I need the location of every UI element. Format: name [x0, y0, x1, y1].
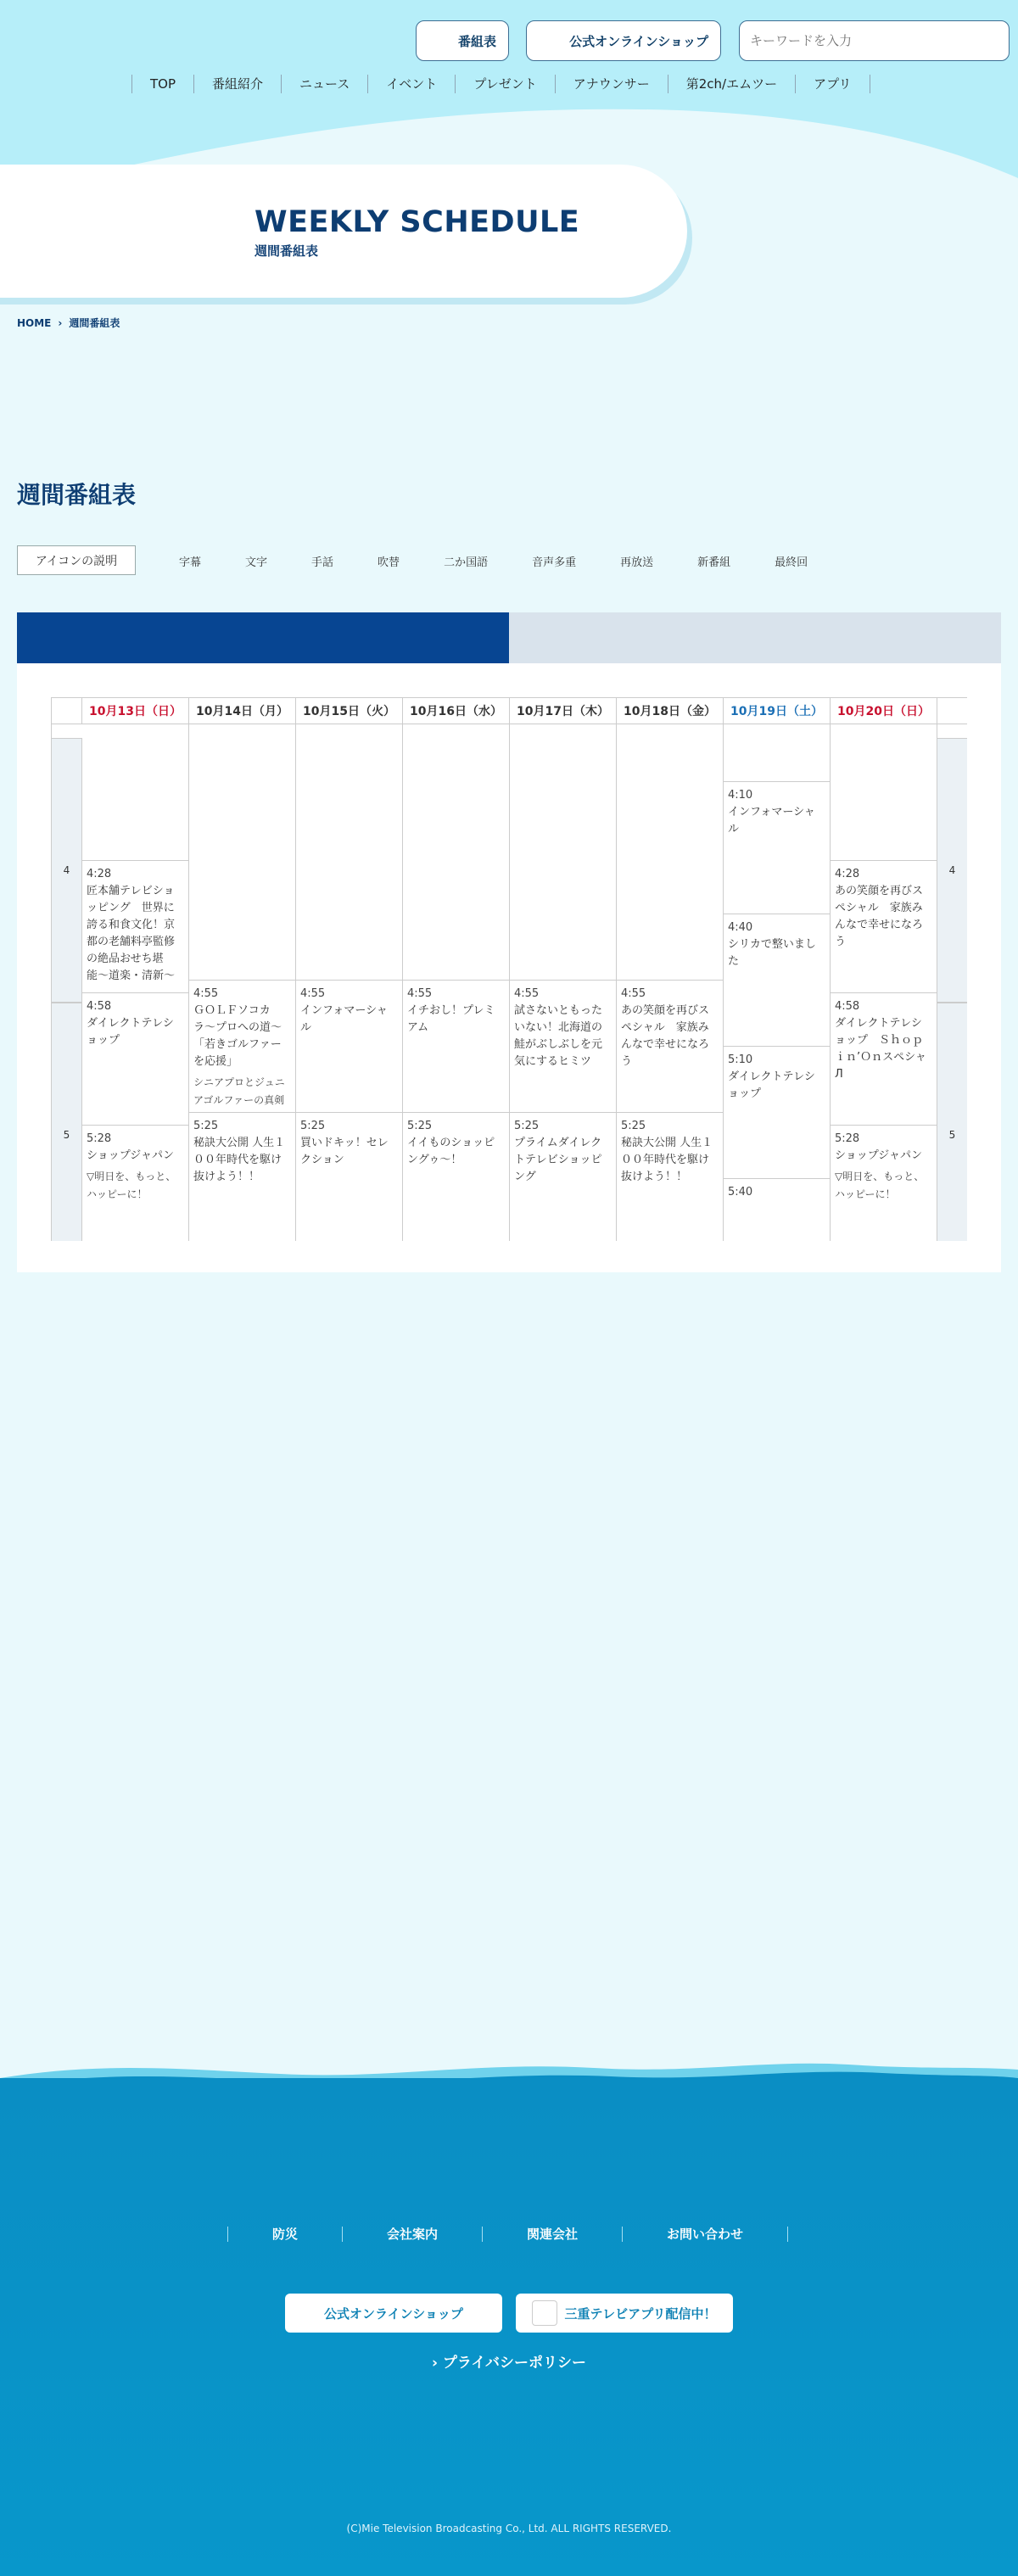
program-cell[interactable]: [296, 1113, 403, 1241]
program-time: 4:10: [728, 788, 753, 802]
empty-slot: [296, 724, 403, 981]
section-title: 週間番組表: [17, 481, 137, 509]
program-cell[interactable]: [724, 1047, 831, 1179]
program-time: 5:28: [835, 1132, 860, 1146]
empty-slot: [831, 724, 937, 861]
program-title: ショップジャパン: [835, 1149, 922, 1163]
program-title: 秘訣大公開 人生１００年時代を駆け抜けよう！！: [621, 1136, 713, 1183]
program-time: 5:25: [407, 1119, 433, 1132]
program-description: シニアプロとジュニアゴルファーの真剣: [193, 1076, 285, 1106]
footer-app-button[interactable]: [516, 2294, 733, 2333]
day-header: [82, 697, 189, 724]
hour-label-text: 5: [63, 1128, 70, 1141]
day-header: [403, 697, 510, 724]
footer: [0, 2078, 1018, 2576]
nav-programs[interactable]: 番組紹介: [193, 75, 281, 93]
page-title-ja: 週間番組表: [255, 243, 319, 259]
breadcrumb-current: 週間番組表: [69, 317, 120, 329]
breadcrumb-home[interactable]: HOME: [17, 316, 52, 329]
grid-corner: [937, 697, 967, 724]
program-cell[interactable]: [403, 981, 510, 1113]
program-cell[interactable]: [296, 981, 403, 1113]
program-time: 5:25: [514, 1119, 540, 1132]
program-guide-button[interactable]: [416, 20, 509, 61]
program-time: 4:28: [835, 868, 860, 881]
legend-sign-language: 手話: [311, 556, 334, 569]
nav-events[interactable]: イベント: [367, 75, 455, 93]
footer-link-contact[interactable]: お問い合わせ: [622, 2227, 788, 2242]
program-cell[interactable]: [189, 1113, 296, 1241]
footer-shop-button[interactable]: [285, 2294, 502, 2333]
legend-bilingual: 二か国語: [444, 556, 489, 569]
footer-shop-label: 公式オンラインショップ: [324, 2305, 463, 2322]
hour-label-text: 5: [948, 1128, 956, 1141]
program-cell[interactable]: [510, 981, 617, 1113]
breadcrumb: [17, 316, 120, 330]
hour-label: [937, 1003, 967, 1241]
program-title: 秘訣大公開 人生１００年時代を駆け抜けよう！！: [193, 1136, 286, 1183]
day-header-label: 10月16日（水）: [410, 705, 502, 718]
footer-link-disaster[interactable]: 防災: [227, 2227, 342, 2242]
page-title-en: WEEKLY SCHEDULE: [255, 205, 580, 239]
program-description: ▽明日を、もっと、ハッピーに！: [835, 1171, 925, 1201]
program-guide-label: 番組表: [457, 33, 496, 49]
empty-slot: [617, 724, 724, 981]
footer-link-affiliates[interactable]: 関連会社: [482, 2227, 622, 2242]
search-input[interactable]: [739, 20, 1010, 61]
nav-announcers[interactable]: アナウンサー: [555, 75, 668, 93]
program-title: ダイレクトテレショップ: [87, 1017, 174, 1048]
program-cell[interactable]: [189, 981, 296, 1113]
program-title: ＧＯＬＦソコカラ〜プロへの道〜「若きゴルファーを応援」: [193, 1003, 282, 1068]
hour-label: [937, 738, 967, 1003]
tab-main-channel[interactable]: [17, 612, 509, 663]
program-time: 4:58: [835, 1000, 860, 1014]
day-header-label: 10月19日（土）: [730, 705, 823, 718]
day-header-label: 10月14日（月）: [196, 705, 288, 718]
nav-presents[interactable]: プレゼント: [455, 75, 554, 93]
channel-tabs: [17, 612, 1001, 663]
empty-slot: [82, 724, 189, 861]
footer-link-company[interactable]: 会社案内: [342, 2227, 482, 2242]
program-cell[interactable]: [724, 914, 831, 1047]
program-time: 5:40: [728, 1185, 753, 1199]
hour-label: [52, 738, 82, 1003]
tab-second-channel[interactable]: [509, 612, 1001, 663]
empty-slot: [189, 724, 296, 981]
program-cell[interactable]: [510, 1113, 617, 1241]
legend-subtitle: 字幕: [179, 556, 202, 569]
grid-corner: [52, 697, 82, 724]
program-title: インフォマーシャル: [300, 1003, 388, 1034]
copyright: (C)Mie Television Broadcasting Co., Ltd. ALL RIGHTS RESERVED.: [346, 2523, 672, 2534]
empty-slot: [403, 724, 510, 981]
legend-new: 新番組: [697, 556, 731, 569]
nav-2ch[interactable]: 第2ch/エムツー: [668, 75, 795, 93]
program-cell[interactable]: [82, 861, 189, 993]
program-title: プライムダイレクトテレビショッピング: [514, 1136, 602, 1183]
day-header-label: 10月13日（日）: [89, 705, 182, 718]
legend-final: 最終回: [775, 556, 808, 569]
nav-app[interactable]: アプリ: [795, 75, 870, 93]
program-time: 4:55: [621, 986, 646, 1000]
program-title: イチおし！プレミアム: [407, 1003, 495, 1034]
program-title: あの笑顔を再びスペシャル 家族みんなで幸せになろう: [621, 1003, 710, 1068]
program-time: 4:28: [87, 868, 112, 881]
program-title: ショップジャパン: [87, 1149, 174, 1163]
program-title: 試さないともったいない！北海道の鮭がぶしぶしを元気にするヒミツ: [514, 1003, 603, 1068]
empty-slot: [510, 724, 617, 981]
program-time: 5:10: [728, 1053, 753, 1066]
day-header: [724, 697, 831, 724]
program-title: ダイレクトテレショップ Ｓｈｏｐｉｎ’ＯｎスペシャЛ: [835, 1017, 926, 1081]
day-header-label: 10月15日（火）: [303, 705, 395, 718]
online-shop-label: 公式オンラインショップ: [569, 33, 708, 49]
day-header-label: 10月20日（日）: [837, 705, 930, 718]
day-header: [296, 697, 403, 724]
global-nav: [131, 73, 870, 95]
day-header-label: 10月17日（木）: [517, 705, 609, 718]
privacy-policy-label: プライバシーポリシー: [442, 2355, 587, 2372]
chevron-right-icon: ›: [431, 2355, 438, 2372]
program-title: ダイレクトテレショップ: [728, 1070, 815, 1100]
program-cell[interactable]: [403, 1113, 510, 1241]
hour-label-text: 4: [948, 863, 956, 876]
program-time: 5:25: [621, 1119, 646, 1132]
program-time: 4:40: [728, 920, 753, 934]
online-shop-button[interactable]: [526, 20, 721, 61]
program-title: 匠本舗テレビショッピング 世界に誇る和食文化！京都の老舗料亭監修の絶品おせち堪能〜道楽・清新〜: [87, 885, 176, 983]
program-time: 4:55: [300, 986, 326, 1000]
day-header-label: 10月18日（金）: [624, 705, 716, 718]
day-header: [510, 697, 617, 724]
legend-multiplex: 音声多重: [532, 556, 577, 569]
hour-label: [52, 1003, 82, 1241]
program-time: 4:58: [87, 1000, 112, 1014]
program-time: 5:28: [87, 1132, 112, 1146]
program-time: 4:55: [514, 986, 540, 1000]
legend-rerun: 再放送: [620, 556, 654, 569]
program-title: インフォマーシャル: [728, 805, 815, 835]
hour-label-text: 4: [63, 863, 70, 876]
program-time: 5:25: [300, 1119, 326, 1132]
program-title: あの笑顔を再びスペシャル 家族みんなで幸せになろう: [835, 885, 924, 949]
empty-slot: [724, 724, 831, 782]
footer-app-label: 三重テレビアプリ配信中！: [564, 2305, 717, 2322]
program-cell[interactable]: [617, 1113, 724, 1241]
program-cell[interactable]: [724, 782, 831, 914]
program-title: シリカで整いました: [728, 937, 816, 968]
schedule-grid: [51, 697, 967, 1241]
breadcrumb-separator-icon: ›: [58, 316, 63, 329]
program-cell[interactable]: [617, 981, 724, 1113]
day-header: [617, 697, 724, 724]
program-title: イイものショッピングゥ〜！: [407, 1136, 495, 1166]
program-cell[interactable]: [82, 993, 189, 1126]
program-time: 4:55: [193, 986, 219, 1000]
legend-text: 文字: [245, 556, 268, 569]
program-cell[interactable]: [831, 1126, 937, 1241]
nav-top[interactable]: TOP: [131, 75, 193, 93]
footer-nav: [227, 2227, 788, 2242]
program-cell[interactable]: [724, 1179, 831, 1241]
program-title: 買いドキッ！セレクション: [300, 1136, 389, 1166]
day-header: [831, 697, 937, 724]
program-time: 4:55: [407, 986, 433, 1000]
app-icon: [532, 2300, 557, 2326]
icon-legend: [165, 553, 838, 569]
program-time: 5:25: [193, 1119, 219, 1132]
program-cell[interactable]: [831, 861, 937, 993]
program-description: ▽明日を、もっと、ハッピーに！: [87, 1171, 176, 1201]
day-header: [189, 697, 296, 724]
nav-news[interactable]: ニュース: [281, 75, 367, 93]
program-cell[interactable]: [82, 1126, 189, 1241]
icon-legend-button[interactable]: アイコンの説明: [17, 545, 136, 575]
legend-dubbed: 吹替: [378, 556, 400, 569]
program-cell[interactable]: [831, 993, 937, 1126]
privacy-policy-link[interactable]: [0, 2350, 1018, 2372]
